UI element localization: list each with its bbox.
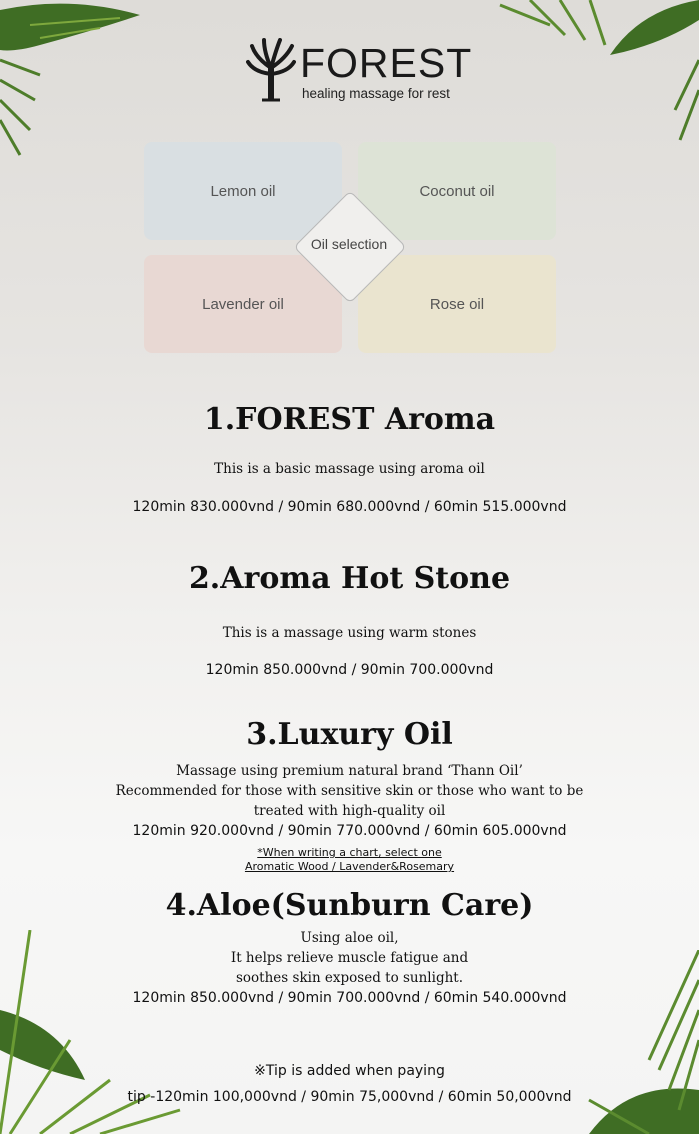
oil-option-lavender: Lavender oil bbox=[144, 255, 342, 353]
service-description: It helps relieve muscle fatigue and bbox=[230, 950, 469, 966]
oil-option-rose: Rose oil bbox=[358, 255, 556, 353]
service-title: 2.Aroma Hot Stone bbox=[188, 561, 511, 596]
tip-notice: ※Tip is added when paying bbox=[254, 1063, 445, 1079]
service-title: 3.Luxury Oil bbox=[246, 717, 453, 752]
service-title: 1.FOREST Aroma bbox=[203, 402, 496, 437]
service-description: Massage using premium natural brand ‘Thann Oil’ bbox=[176, 763, 523, 779]
brand-tagline: healing massage for rest bbox=[302, 86, 450, 101]
service-prices: 120min 850.000vnd / 90min 700.000vnd bbox=[205, 662, 494, 678]
service-description: soothes skin exposed to sunlight. bbox=[236, 970, 463, 986]
service-prices: 120min 920.000vnd / 90min 770.000vnd / 60min 605.000vnd bbox=[132, 823, 567, 839]
tip-prices: tip -120min 100,000vnd / 90min 75,000vnd / 60min 50,000vnd bbox=[127, 1089, 572, 1105]
service-description: This is a massage using warm stones bbox=[222, 625, 477, 641]
oil-option-coconut: Coconut oil bbox=[358, 142, 556, 240]
service-note-line: Aromatic Wood / Lavender&Rosemary bbox=[244, 860, 455, 873]
service-prices: 120min 830.000vnd / 90min 680.000vnd / 60min 515.000vnd bbox=[132, 499, 567, 515]
service-description: Recommended for those with sensitive skin or those who want to be bbox=[115, 783, 584, 799]
service-description: treated with high-quality oil bbox=[253, 803, 446, 819]
service-title: 4.Aloe(Sunburn Care) bbox=[165, 888, 534, 923]
brand-name: FOREST bbox=[300, 40, 473, 86]
service-description: This is a basic massage using aroma oil bbox=[214, 461, 485, 477]
service-prices: 120min 850.000vnd / 90min 700.000vnd / 60min 540.000vnd bbox=[132, 990, 567, 1006]
palm-leaf-top-right-decoration bbox=[490, 0, 699, 150]
oil-option-lemon: Lemon oil bbox=[144, 142, 342, 240]
palm-leaf-top-left-decoration bbox=[0, 0, 150, 160]
brand-logo bbox=[244, 38, 473, 104]
tree-icon bbox=[246, 38, 296, 102]
oil-selection-label: Oil selection bbox=[310, 236, 388, 252]
service-note bbox=[0, 860, 699, 874]
service-description: Using aloe oil, bbox=[300, 930, 399, 946]
service-note-line: *When writing a chart, select one bbox=[257, 846, 442, 859]
service-note bbox=[0, 846, 699, 860]
